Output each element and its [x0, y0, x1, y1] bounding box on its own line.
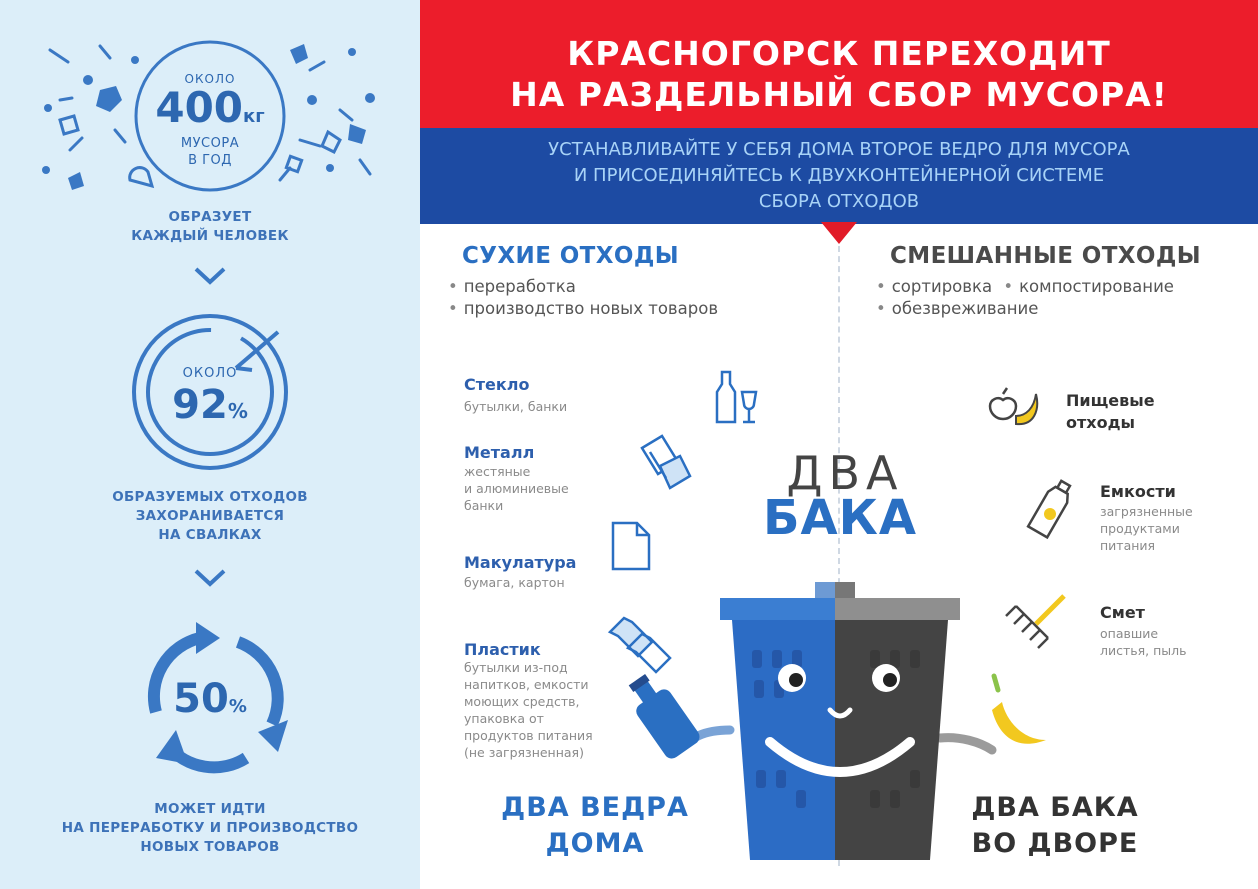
dirty-bottle-icon: [1028, 478, 1076, 540]
mixed-bullet-row-1: • сортировка • компостирование: [876, 277, 1174, 296]
category-metal-desc-2: и алюминиевые: [464, 481, 569, 496]
bottom-right-line1: ДВА БАКА: [971, 792, 1139, 823]
mixed-bullet-3-text: обезвреживание: [891, 299, 1039, 318]
mixed-waste-bullets: [876, 276, 1174, 320]
category-plastic-desc-1: бутылки из-под: [464, 660, 568, 675]
stat1-line1: МУСОРА: [180, 136, 240, 151]
caption1-line1: ОБРАЗУЕТ: [168, 209, 252, 225]
stat1-unit: кг: [243, 106, 265, 127]
stat2-unit: %: [227, 399, 248, 423]
stat1-value: [0, 83, 420, 132]
caption2-line2: ЗАХОРАНИВАЕТСЯ: [135, 508, 285, 524]
dry-waste-bullets: [448, 276, 718, 320]
category-containers-desc-1: загрязненные: [1100, 504, 1193, 519]
category-paper-desc: бумага, картон: [464, 575, 565, 590]
mixed-bullet-2-text: компостирование: [1019, 277, 1174, 296]
page-subtitle-line1: УСТАНАВЛИВАЙТЕ У СЕБЯ ДОМА ВТОРОЕ ВЕДРО ДЛЯ МУСОРА: [548, 139, 1130, 160]
dry-waste-title: СУХИЕ ОТХОДЫ: [462, 243, 679, 269]
category-sweepings-desc: [1100, 625, 1187, 659]
center-word-dva: ДВА: [786, 446, 904, 500]
dry-bullet-1: • переработка: [448, 277, 576, 296]
stat3-value: [0, 676, 420, 722]
caption3-line1: МОЖЕТ ИДТИ: [154, 801, 266, 817]
category-food-title-1: Пищевые: [1066, 391, 1155, 410]
caption3-line2: НА ПЕРЕРАБОТКУ И ПРОИЗВОДСТВО: [61, 820, 359, 836]
bottom-right-line2: ВО ДВОРЕ: [971, 828, 1139, 859]
bottom-left-line1: ДВА ВЕДРА: [501, 792, 689, 823]
category-glass-title: Стекло: [464, 375, 530, 394]
dry-bullet-2: • производство новых товаров: [448, 299, 719, 318]
category-food-title: [1066, 390, 1155, 434]
category-metal-desc: [464, 463, 569, 514]
chevron-down-icon: [193, 266, 227, 286]
category-plastic-desc-6: (не загрязненная): [464, 745, 584, 760]
category-metal-desc-3: банки: [464, 498, 504, 513]
category-metal-title: Металл: [464, 443, 535, 462]
header-notch: [821, 222, 857, 244]
paper-sheet-icon: [610, 520, 652, 572]
page-subtitle-line2: И ПРИСОЕДИНЯЙТЕСЬ К ДВУХКОНТЕЙНЕРНОЙ СИСТЕМЕ: [573, 165, 1105, 186]
caption1-line2: КАЖДЫЙ ЧЕЛОВЕК: [131, 228, 289, 244]
category-plastic-desc-5: продуктов питания: [464, 728, 593, 743]
stat2-value: [0, 382, 420, 428]
metal-can-icon: [636, 430, 694, 492]
caption2: [0, 488, 420, 545]
dry-bullet-2-text: производство новых товаров: [463, 299, 719, 318]
category-metal-desc-1: жестяные: [464, 464, 531, 479]
dry-bullet-1-text: переработка: [463, 277, 576, 296]
stat1-number: 400: [155, 83, 244, 132]
bottom-left-line2: ДОМА: [545, 828, 645, 859]
glass-bottle-icon: [712, 370, 758, 426]
page-title: [420, 33, 1258, 115]
category-paper-title: Макулатура: [464, 553, 577, 572]
category-containers-desc: [1100, 503, 1193, 554]
category-plastic-desc-3: моющих средств,: [464, 694, 580, 709]
stat2-number: 92: [172, 382, 228, 428]
category-plastic-desc: [464, 659, 593, 761]
caption3-line3: НОВЫХ ТОВАРОВ: [140, 839, 280, 855]
stat3-number: 50: [173, 676, 229, 722]
stat3-unit: %: [228, 696, 247, 717]
left-panel: [0, 0, 420, 889]
apple-banana-icon: [986, 384, 1042, 432]
bottom-left-label: [500, 790, 690, 862]
stat1-line2: В ГОД: [188, 153, 232, 168]
mixed-bullet-1-text: сортировка: [891, 277, 993, 296]
category-containers-title: Емкости: [1100, 482, 1176, 501]
category-sweepings-desc-1: опавшие: [1100, 626, 1159, 641]
category-containers-desc-3: питания: [1100, 538, 1156, 553]
category-plastic-desc-2: напитков, емкости: [464, 677, 589, 692]
category-sweepings-title: Смет: [1100, 603, 1145, 622]
stat2-prefix: ОКОЛО: [182, 366, 238, 381]
category-food-title-2: отходы: [1066, 413, 1135, 432]
category-plastic-desc-4: упаковка от: [464, 711, 544, 726]
stat1-prefix: ОКОЛО: [184, 72, 236, 86]
chevron-down-icon: [193, 568, 227, 588]
category-plastic-title: Пластик: [464, 640, 541, 659]
page-title-line1: КРАСНОГОРСК ПЕРЕХОДИТ: [567, 34, 1111, 73]
caption2-line1: ОБРАЗУЕМЫХ ОТХОДОВ: [112, 489, 308, 505]
caption3: [0, 800, 420, 857]
bottom-right-label: [970, 790, 1140, 862]
page-title-line2: НА РАЗДЕЛЬНЫЙ СБОР МУСОРА!: [510, 75, 1168, 114]
category-sweepings-desc-2: листья, пыль: [1100, 643, 1187, 658]
caption2-line3: НА СВАЛКАХ: [158, 527, 262, 543]
mixed-bullet-row-2: • обезвреживание: [876, 299, 1039, 318]
page-subtitle: [420, 137, 1258, 215]
category-containers-desc-2: продуктами: [1100, 521, 1180, 536]
category-glass-desc: бутылки, банки: [464, 399, 568, 414]
caption1: [0, 208, 420, 246]
page-subtitle-line3: СБОРА ОТХОДОВ: [758, 191, 920, 212]
mixed-waste-title: СМЕШАННЫЕ ОТХОДЫ: [890, 243, 1201, 269]
center-word-baka: БАКА: [762, 490, 918, 546]
